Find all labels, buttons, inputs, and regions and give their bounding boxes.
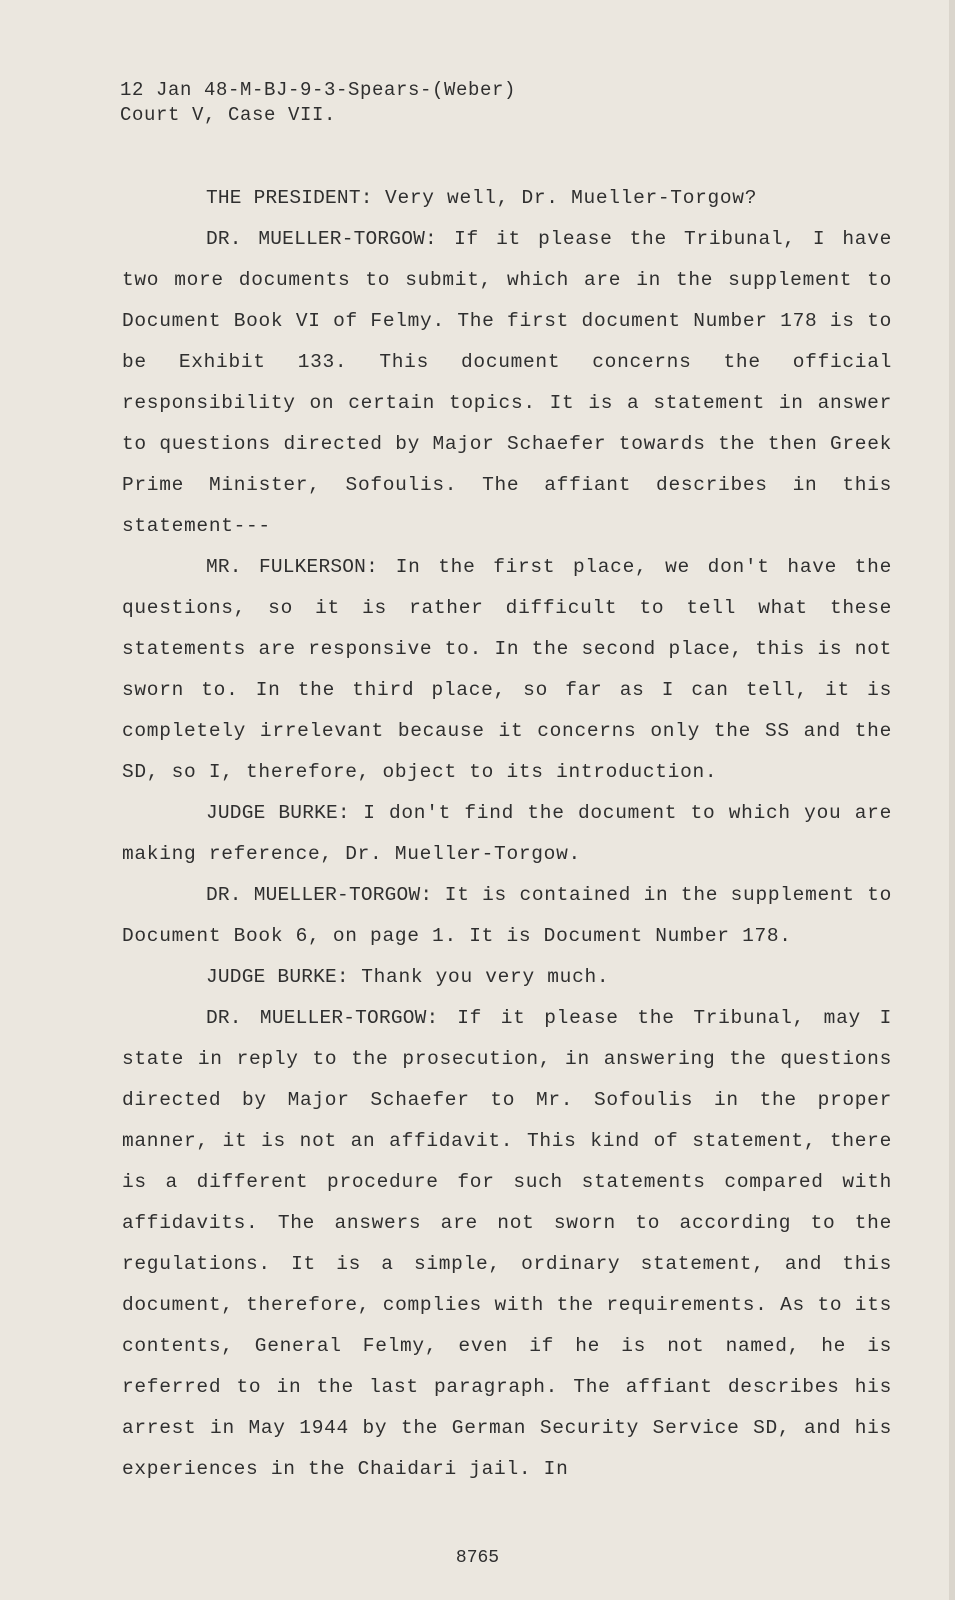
speech-text: Very well, Dr. Mueller-Torgow?	[385, 187, 758, 209]
speech-text: I don't find the document to which you are making reference, Dr. Mueller-Torgow.	[122, 802, 892, 865]
speaker-label: JUDGE BURKE:	[206, 802, 350, 824]
page-edge	[949, 0, 955, 1600]
document-header	[120, 78, 516, 128]
transcript-paragraph	[122, 178, 892, 219]
transcript-paragraph	[122, 547, 892, 793]
speech-text: If it please the Tribunal, may I state in reply to the prosecution, in answering the questions directed by Major Schaefer to Mr. Sofoulis in the proper manner, it is not an affidavit. This kind of statement, there is a different procedure for such statements compared with affidavits. The answers are not sworn to according to the regulations. It is a simple, ordinary statement, and this document, therefore, complies with the requirements. As to its contents, General Felmy, even if he is not named, he is referred to in the last paragraph. The affiant describes his arrest in May 1944 by the German Security Service SD, and his experiences in the Chaidari jail. In	[122, 1007, 892, 1480]
header-line-court-case: Court V, Case VII.	[120, 104, 337, 126]
transcript-paragraph	[122, 998, 892, 1490]
speaker-label: MR. FULKERSON:	[206, 556, 378, 578]
transcript-paragraph	[122, 793, 892, 875]
speaker-label: DR. MUELLER-TORGOW:	[206, 1007, 439, 1029]
speaker-label: DR. MUELLER-TORGOW:	[206, 884, 433, 906]
speaker-label: THE PRESIDENT:	[206, 187, 373, 209]
transcript-paragraph	[122, 219, 892, 547]
transcript-paragraph	[122, 875, 892, 957]
speech-text: It is contained in the supplement to Document Book 6, on page 1. It is Document Number 178.	[122, 884, 893, 947]
speech-text: Thank you very much.	[361, 966, 610, 988]
header-line-date-reference: 12 Jan 48-M-BJ-9-3-Spears-(Weber)	[120, 79, 517, 101]
speech-text: In the first place, we don't have the questions, so it is rather difficult to tell what these statements are responsive to. In the second place, this is not sworn to. In the third place, so far as I can tell, it is completely irrelevant because it concerns only the SS and the SD, so I, therefore, object to its introduction.	[122, 556, 892, 783]
speaker-label: DR. MUELLER-TORGOW:	[206, 228, 437, 250]
transcript-paragraph	[122, 957, 892, 998]
page-number: 8765	[455, 1548, 500, 1568]
transcript-body	[122, 178, 892, 1490]
speech-text: If it please the Tribunal, I have two more documents to submit, which are in the supplement to Document Book VI of Felmy. The first document Number 178 is to be Exhibit 133. This document concerns the official responsibility on certain topics. It is a statement in answer to questions directed by Major Schaefer towards the then Greek Prime Minister, Sofoulis. The affiant describes in this statement---	[122, 228, 893, 537]
speaker-label: JUDGE BURKE:	[206, 966, 349, 988]
